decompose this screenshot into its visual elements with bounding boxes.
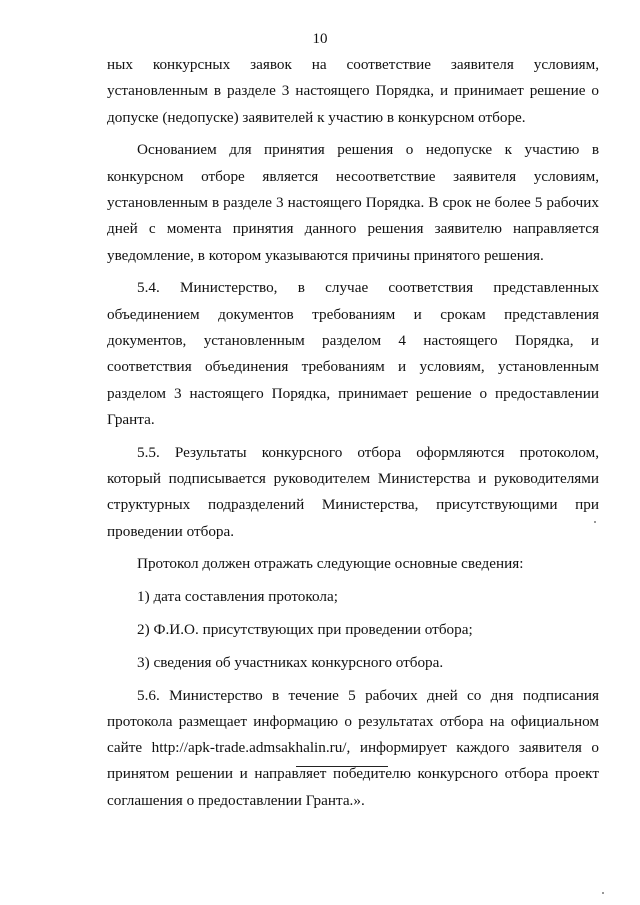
list-item-protocol-participants: 3) сведения об участниках конкурсного отбора. <box>137 653 444 671</box>
scan-speck <box>594 521 596 523</box>
closing-rule <box>296 766 388 767</box>
paragraph-clause-5-6: 5.6. Министерство в течение 5 рабочих дней со дня подписания протокола размещает информацию о результатах отбора на официальном сайте http://apk-trade.admsakhalin.ru/, информирует каждого заявителя о принятом решении и направляет победителю конкурсного отбора проект соглашения о предоставлении Гранта.». <box>107 686 599 809</box>
page-number: 10 <box>312 31 328 47</box>
paragraph-continuation: ных конкурсных заявок на соответствие заявителя условиям, установленным в разделе 3 настоящего Порядка, и принимает решение о допуске (недопуске) заявителей к участию в конкурсном отборе. <box>107 56 599 126</box>
paragraph-refusal-basis: Основанием для принятия решения о недопуске к участию в конкурсном отборе является несоответствие заявителя условиям, установленным в разделе 3 настоящего Порядка. В срок не более 5 рабочих дней с момента принятия данного решения заявителю направляется уведомление, в котором указываются причины принятого решения. <box>107 141 599 264</box>
paragraph-clause-5-5: 5.5. Результаты конкурсного отбора оформляются протоколом, который подписывается руководителем Министерства и руководителями структурных подразделений Министерства, присутствующими при проведении отбора. <box>107 443 599 540</box>
list-item-protocol-date: 1) дата составления протокола; <box>137 588 338 606</box>
paragraph-protocol-intro: Протокол должен отражать следующие основные сведения: <box>137 555 524 573</box>
document-body <box>107 52 599 814</box>
list-item-protocol-attendees: 2) Ф.И.О. присутствующих при проведении отбора; <box>137 620 473 638</box>
paragraph-clause-5-4: 5.4. Министерство, в случае соответствия представленных объединением документов требованиям и срокам представления документов, установленным разделом 4 настоящего Порядка, и соответствия объединения требованиям и условиям, установленным разделом 3 настоящего Порядка, принимает решение о предоставлении Гранта. <box>107 279 599 428</box>
scan-speck <box>602 892 604 894</box>
